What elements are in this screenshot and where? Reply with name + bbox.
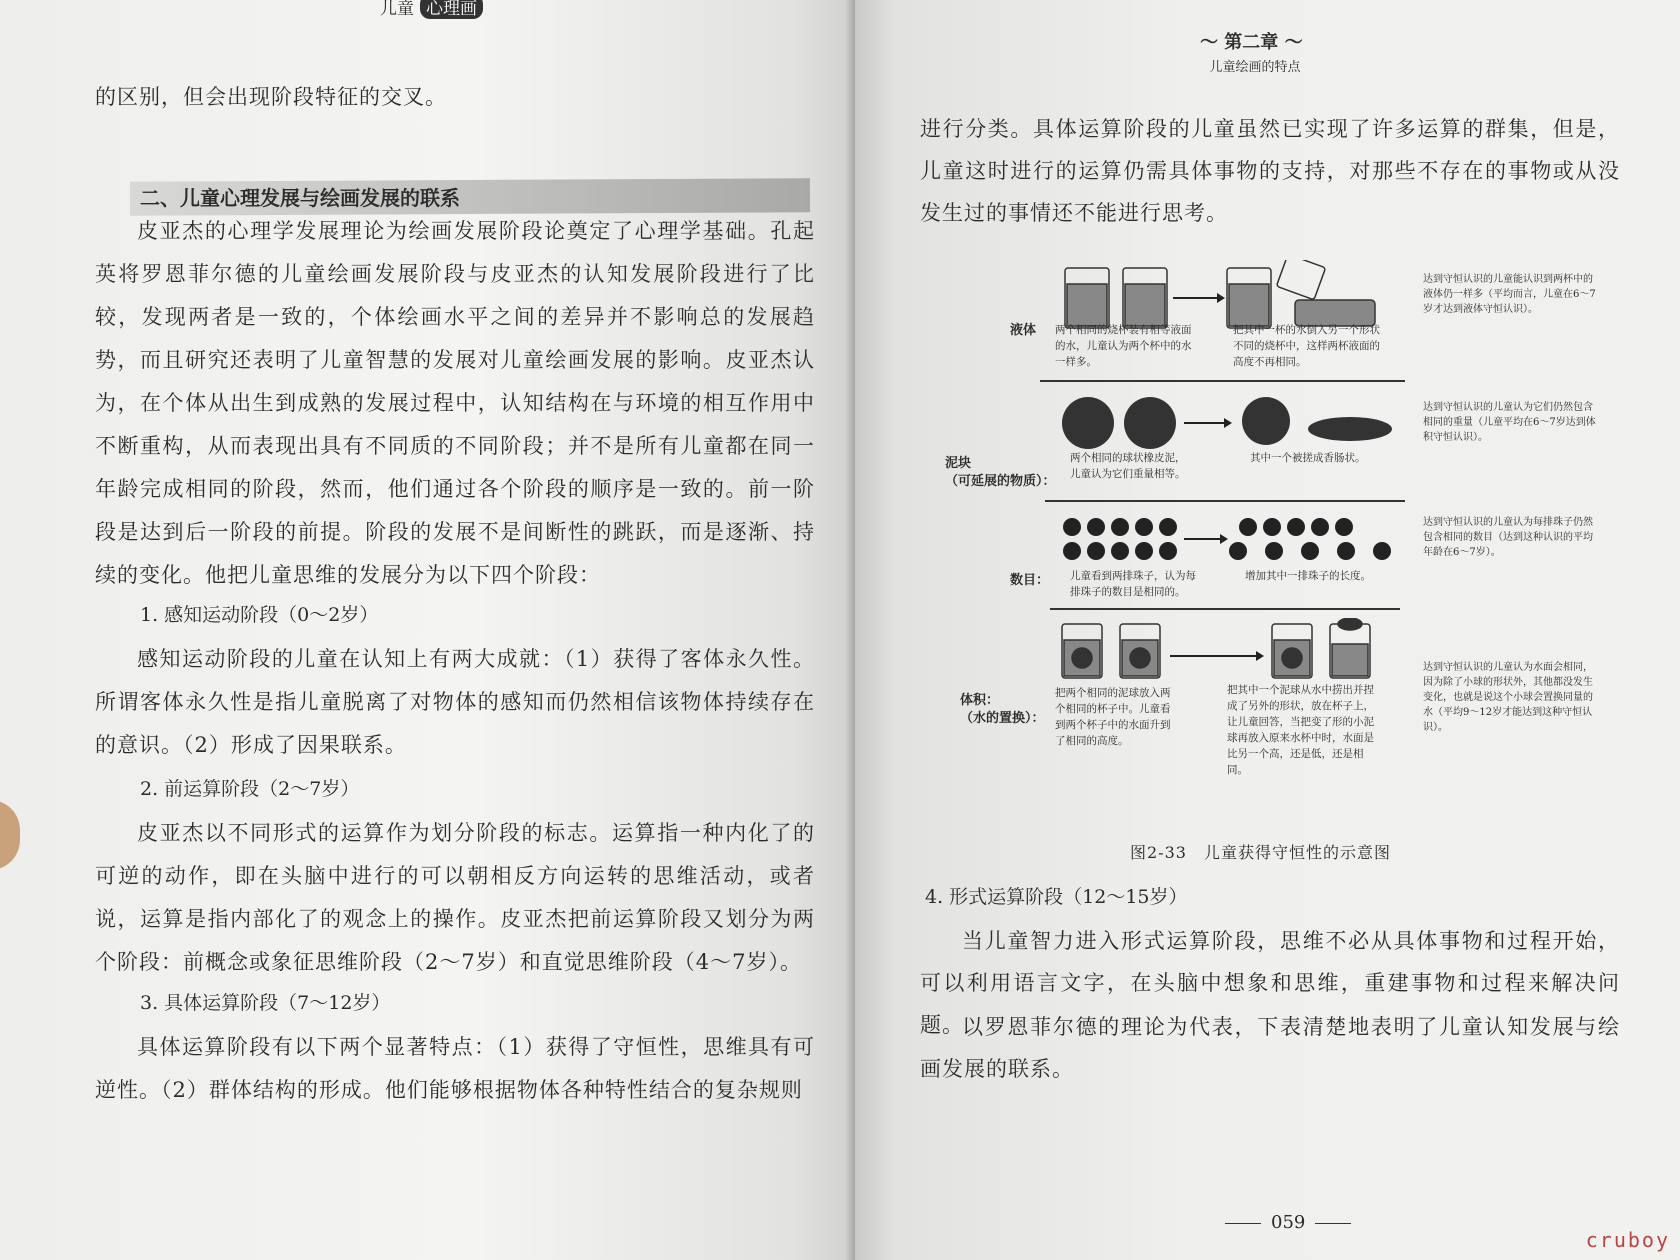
row-volume-note: 达到守恒认识的儿童认为水面会相同，因为除了小球的形状外，其他都没发生变化，也就是说这个小球会置换同量的水（平均9～12岁才能达到这种守恒认识）。 [1423,662,1593,733]
thumb-shadow [0,800,20,870]
row-volume-right-caption: 把其中一个泥球从水中捞出并捏成了另外的形状，放在杯子上，让儿童回答，当把变了形的小泥球再放入原来水杯中时，水面是比另一个高，还是低，还是相同。 [1227,684,1374,776]
arrow-icon [1220,534,1228,544]
row-number-left-caption: 儿童看到两排珠子，认为每排珠子的数目是相同的。 [1070,570,1196,598]
paragraph-2: 感知运动阶段的儿童在认知上有两大成就：（1）获得了客体永久性。所谓客体永久性是指儿童脱离了对物体的感知而仍然相信该物体持续存在的意识。（2）形成了因果联系。 [95,647,815,757]
paragraph-4: 具体运算阶段有以下两个显著特点：（1）获得了守恒性，思维具有可逆性。（2）群体结构的形成。他们能够根据物体各种特性结合的复杂规则 [95,1035,815,1102]
row-clay-left-caption: 两个相同的球状橡皮泥，儿童认为它们重量相等。 [1070,452,1186,480]
running-header [380,0,483,19]
stage-1-heading: 1. 感知运动阶段（0～2岁） [140,604,379,626]
row-liquid-right-caption: 把其中一杯的水倒入另一个形状不同的烧杯中，这样两杯液面的高度不再相同。 [1233,324,1380,368]
row-clay-note: 达到守恒认识的儿童认为它们仍然包含相同的重量（儿童平均在6～7岁达到体积守恒认识）。 [1423,402,1596,443]
beaker-water-3 [1229,284,1269,326]
divider-1 [1040,380,1405,382]
chapter-ornament-right-icon: ～ [1284,32,1303,53]
chapter-title [1200,28,1303,54]
paragraph-5: 进行分类。具体运算阶段的儿童虽然已实现了许多运算的群集，但是，儿童这时进行的运算仍需具体事物的支持，对那些不存在的事物或从没发生过的事情还不能进行思考。 [920,117,1620,225]
arrow-icon [1217,293,1225,303]
row-volume-left-caption: 把两个相同的泥球放入两个相同的杯子中。儿童看到两个杯子中的水面升到了相同的高度。 [1055,687,1171,747]
paragraph-6: 当儿童智力进入形式运算阶段，思维不必从具体事物和过程开始，可以利用语言文字，在头脑中想象和思维，重建事物和过程来解决问题。 [920,929,1620,1037]
figure-caption: 图2-33 儿童获得守恒性的示意图 [1130,843,1391,862]
chapter-subtitle: 儿童绘画的特点 [1209,60,1301,75]
watermark: cruboy [1585,1228,1670,1252]
header-text: 儿童 [380,0,414,19]
beads-illustration [1060,515,1440,565]
row-liquid-left-caption: 两个相同的烧杯装有相等液面的水，儿童认为两个杯中的水一样多。 [1055,324,1192,368]
volume-illustration [1060,618,1420,688]
divider-3 [1050,608,1400,610]
row-clay-right-caption: 其中一个被搓成香肠状。 [1250,452,1366,464]
divider-2 [1045,500,1405,502]
arrow-icon [1256,651,1264,661]
stage-2-heading: 2. 前运算阶段（2～7岁） [140,778,360,800]
clay-illustration [1060,395,1420,455]
stage-3-heading: 3. 具体运算阶段（7～12岁） [140,992,391,1014]
paragraph-7: 以罗恩菲尔德的理论为代表，下表清楚地表明了儿童认知发展与绘画发展的联系。 [920,1015,1620,1081]
row-number-note: 达到守恒认识的儿童认为每排珠子仍然包含相同的数目（达到这种认识的平均年龄在6～7岁）。 [1423,517,1593,558]
row-label-liquid: 液体 [1010,323,1037,338]
row-number-right-caption: 增加其中一排珠子的长度。 [1245,570,1371,582]
row-label-clay: 泥块 （可延展的物质）： [945,456,1056,489]
beaker-water-1 [1067,284,1107,326]
paragraph-1: 皮亚杰的心理学发展理论为绘画发展阶段论奠定了心理学基础。孔起英将罗恩菲尔德的儿童绘画发展阶段与皮亚杰的认知发展阶段进行了比较，发现两者是一致的，个体绘画水平之间的差异并不影响总的发展趋势，而且研究还表明了儿童智慧的发展对儿童绘画发展的影响。皮亚杰认为，在个体从出生到成熟的发展过程中，认知结构在与环境的相互作用中不断重构，从而表现出具有不同质的不同阶段；并不是所有儿童都在同一年龄完成相同的阶段，然而，他们通过各个阶段的顺序是一致的。前一阶段是达到后一阶段的前提。阶段的发展不是间断性的跳跃，而是逐渐、持续的变化。他把儿童思维的发展分为以下四个阶段： [95,219,815,587]
beaker-water-2 [1125,284,1165,326]
stage-4-heading: 4. 形式运算阶段（12～15岁） [925,886,1188,908]
paragraph-3: 皮亚杰以不同形式的运算作为划分阶段的标志。运算指一种内化了的可逆的动作，即在头脑中进行的可以朝相反方向运转的思维活动，或者说，运算是指内部化了的观念上的操作。皮亚杰把前运算阶段又划分为两个阶段：前概念或象征思维阶段（2～7岁）和直觉思维阶段（4～7岁）。 [95,821,815,974]
row-label-number: 数目： [1010,573,1050,588]
right-page [855,0,1680,1260]
chapter-ornament-left-icon: ～ [1200,32,1218,53]
paragraph-0: 的区别，但会出现阶段特征的交叉。 [95,85,447,109]
chapter-label: 第二章 [1224,32,1279,53]
page-number: 059 [1215,1212,1361,1233]
row-label-volume: 体积： （水的置换）： [960,693,1045,726]
section-title: 二、儿童心理发展与绘画发展的联系 [140,186,460,210]
header-logo: 心理画 [420,0,483,19]
arrow-icon [1224,418,1232,428]
conservation-figure [915,260,1625,860]
row-liquid-note: 达到守恒认识的儿童能认识到两杯中的液体仍一样多（平均而言，儿童在6～7岁才达到液体守恒认识）。 [1423,274,1596,315]
